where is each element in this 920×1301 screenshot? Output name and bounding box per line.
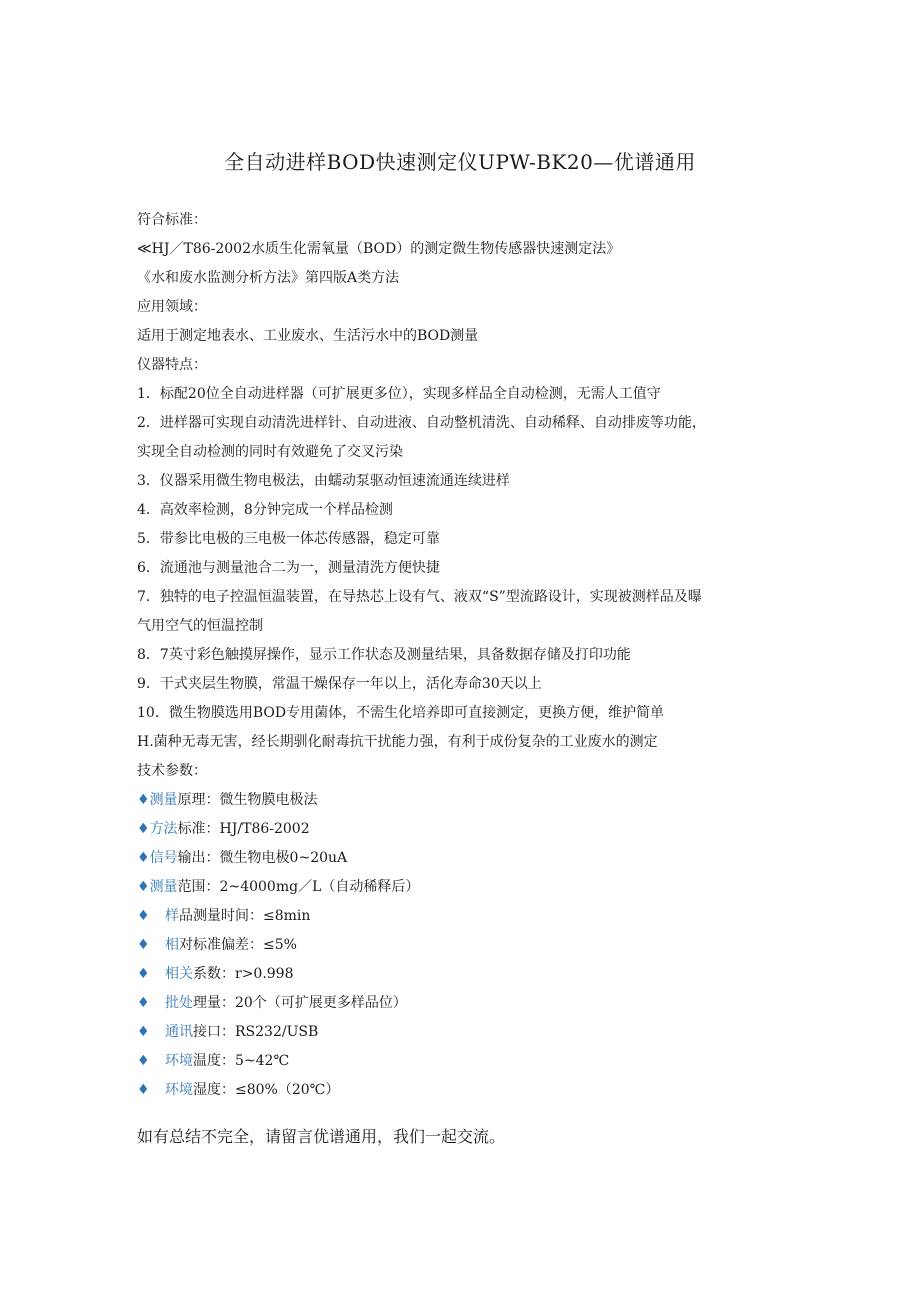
diamond-bullet-icon: ♦ <box>137 937 150 953</box>
spec-item <box>137 873 797 902</box>
spec-label-rest: 对标准偏差：≤5% <box>179 937 297 953</box>
diamond-bullet-icon: ♦ <box>137 966 150 982</box>
feature-line: 6．流通池与测量池合二为一，测量清洗方便快捷 <box>137 560 440 576</box>
spec-item <box>137 1047 797 1076</box>
spec-label-rest: 理量：20个（可扩展更多样品位） <box>193 995 407 1011</box>
spec-item <box>137 786 797 815</box>
spec-label-rest: 品测量时间：≤8min <box>179 908 311 924</box>
feature-line: 8．7英寸彩色触摸屏操作，显示工作状态及测量结果，具备数据存储及打印功能 <box>137 647 631 663</box>
spec-item <box>137 960 797 989</box>
spec-label-rest: 标准：HJ/T86-2002 <box>177 821 310 837</box>
application-heading: 应用领域： <box>137 299 207 315</box>
diamond-bullet-icon: ♦ <box>137 1082 150 1098</box>
spec-item <box>137 1076 797 1105</box>
spec-label-highlight: 方法 <box>149 821 178 837</box>
features-heading: 仪器特点： <box>137 357 207 373</box>
document-body <box>137 206 797 1105</box>
diamond-bullet-icon: ♦ <box>137 908 150 924</box>
feature-line: 10．微生物膜选用BOD专用菌体，不需生化培养即可直接测定，更换方便，维护简单 <box>137 705 665 721</box>
feature-line: H.菌种无毒无害，经长期驯化耐毒抗干扰能力强，有利于成份复杂的工业废水的测定 <box>137 734 658 750</box>
spec-label-highlight: 相关 <box>165 966 193 982</box>
closing-note: 如有总结不完全，请留言优谱通用，我们一起交流。 <box>137 1127 506 1146</box>
spec-label-highlight: 通讯 <box>165 1024 193 1040</box>
spec-label-rest: 系数：r>0.998 <box>193 966 294 982</box>
spec-label-rest: 接口：RS232/USB <box>193 1024 319 1040</box>
diamond-bullet-icon: ♦ <box>137 792 150 808</box>
diamond-bullet-icon: ♦ <box>137 1053 150 1069</box>
spec-label-highlight: 测量 <box>149 879 178 895</box>
spec-item <box>137 902 797 931</box>
feature-line: 7．独特的电子控温恒温装置，在导热芯上设有气、液双“S”型流路设计，实现被测样品及曝 <box>137 589 702 605</box>
spec-item <box>137 815 797 844</box>
feature-line: 1．标配20位全自动进样器（可扩展更多位），实现多样品全自动检测，无需人工值守 <box>137 386 661 402</box>
specs-heading: 技术参数： <box>137 763 207 779</box>
standards-heading: 符合标准： <box>137 212 207 228</box>
spec-label-rest: 输出：微生物电极0~20uA <box>177 850 348 866</box>
diamond-bullet-icon: ♦ <box>137 995 150 1011</box>
spec-item <box>137 1018 797 1047</box>
spec-label-rest: 温度：5~42℃ <box>193 1053 290 1069</box>
spec-label-highlight: 环境 <box>165 1053 193 1069</box>
standard-item: ≪HJ／T86-2002水质生化需氧量（BOD）的测定微生物传感器快速测定法》 <box>137 241 621 257</box>
feature-line: 气用空气的恒温控制 <box>137 618 263 634</box>
diamond-bullet-icon: ♦ <box>137 850 150 866</box>
spec-label-highlight: 环境 <box>165 1082 193 1098</box>
spec-list <box>137 786 797 1105</box>
spec-item <box>137 844 797 873</box>
diamond-bullet-icon: ♦ <box>137 1024 150 1040</box>
feature-line: 3．仪器采用微生物电极法，由蠕动泵驱动恒速流通连续进样 <box>137 473 510 489</box>
diamond-bullet-icon: ♦ <box>137 821 150 837</box>
spec-label-rest: 范围：2~4000mg／L（自动稀释后） <box>177 879 420 895</box>
spec-item <box>137 989 797 1018</box>
feature-line: 4．高效率检测，8分钟完成一个样品检测 <box>137 502 393 518</box>
spec-label-highlight: 测量 <box>149 792 178 808</box>
spec-label-highlight: 相 <box>165 937 179 953</box>
spec-label-rest: 湿度：≤80%（20℃） <box>193 1082 340 1098</box>
feature-line: 实现全自动检测的同时有效避免了交叉污染 <box>137 444 403 460</box>
application-text: 适用于测定地表水、工业废水、生活污水中的BOD测量 <box>137 328 479 344</box>
feature-line: 9．干式夹层生物膜，常温干燥保存一年以上，活化寿命30天以上 <box>137 676 542 692</box>
spec-label-rest: 原理：微生物膜电极法 <box>177 792 318 808</box>
spec-label-highlight: 样 <box>165 908 179 924</box>
spec-label-highlight: 信号 <box>149 850 178 866</box>
standard-item: 《水和废水监测分析方法》第四版A类方法 <box>137 270 400 286</box>
diamond-bullet-icon: ♦ <box>137 879 150 895</box>
spec-label-highlight: 批处 <box>165 995 193 1011</box>
feature-line: 5．带参比电极的三电极一体芯传感器，稳定可靠 <box>137 531 440 547</box>
spec-item <box>137 931 797 960</box>
document-title: 全自动进样BOD快速测定仪UPW-BK20—优谱通用 <box>224 150 696 174</box>
feature-line: 2．进样器可实现自动清洗进样针、自动进液、自动整机清洗、自动稀释、自动排废等功能， <box>137 415 706 431</box>
